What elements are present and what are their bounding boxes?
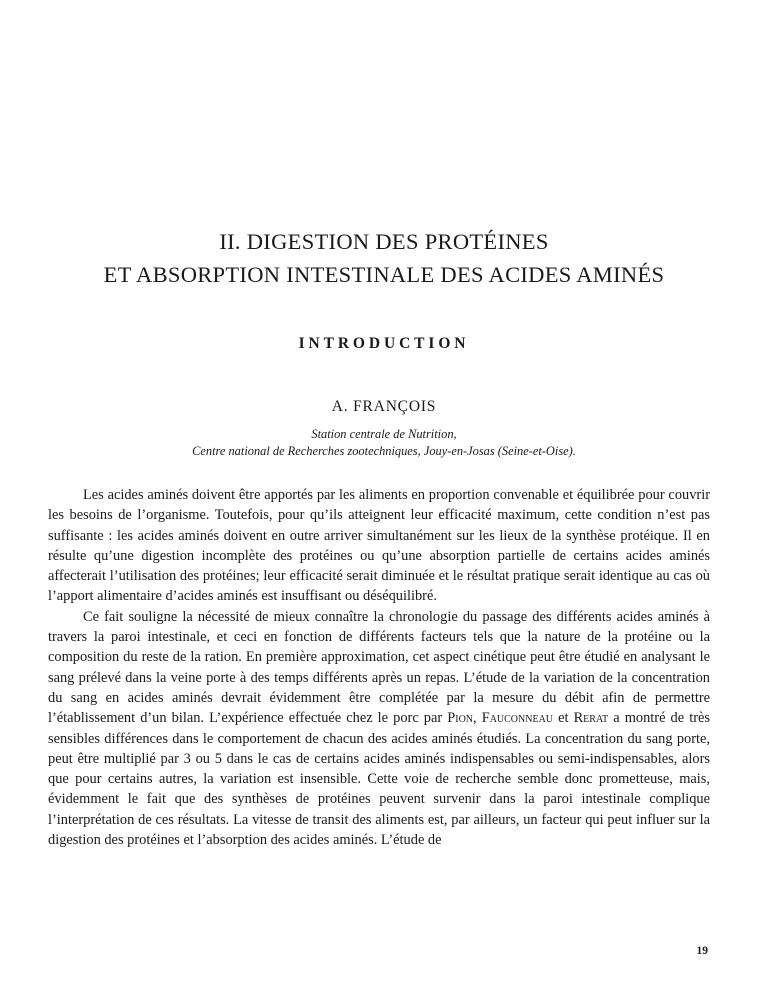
- title-line-1: II. DIGESTION DES PROTÉINES: [219, 229, 549, 254]
- section-heading: INTRODUCTION: [298, 335, 470, 352]
- title-line-2: ET ABSORPTION INTESTINALE DES ACIDES AMINÉS: [103, 262, 665, 287]
- body-text: [48, 485, 710, 850]
- author-name: A. FRANÇOIS: [331, 398, 437, 415]
- page-number: 19: [696, 945, 708, 957]
- cited-author-pion: Pion: [447, 710, 474, 727]
- paragraph-2-part-1: Ce fait souligne la nécessité de mieux connaître la chronologie du passage des différents acides aminés à travers la paroi intestinale, et ceci en fonction de différents facteurs tels que la nature de la protéine ou la composition du reste de la ration. En première approximation, cet aspect cinétique peut être étudié en analysant le sang prélevé dans la veine porte à des temps différents après un repas. L’étude de la variation de la concentration du sang en acides aminés devrait évidemment être complétée par la mesure du débit afin de permettre l’établissement d’un bilan. L’expérience effectuée chez le porc par: [48, 608, 710, 727]
- affiliation-line-2: Centre national de Recherches zootechniques, Jouy-en-Josas (Seine-et-Oise).: [192, 444, 576, 458]
- paragraph-1: Les acides aminés doivent être apportés par les aliments en proportion convenable et équilibrée pour couvrir les besoins de l’organisme. Toutefois, pour qu’ils atteignent leur efficacité maximum, cette condition n’est pas suffisante : les acides aminés doivent en outre arriver simultanément sur les lieux de la synthèse protéique. Il en résulte qu’une digestion incomplète des protéines ou qu’une absorption partielle de certains acides aminés affecterait l’utilisation des protéines; leur efficacité serait diminuée et le résultat pratique serait identique au cas où l’apport alimentaire d’acides aminés est insuffisant ou déséquilibré.: [48, 487, 710, 605]
- cited-author-fauconneau: Fauconneau: [481, 710, 554, 727]
- affiliation-line-1: Station centrale de Nutrition,: [311, 427, 457, 441]
- author-separator-2: et: [553, 710, 574, 727]
- cited-author-rerat: Rerat: [573, 710, 609, 727]
- author-separator-1: ,: [473, 710, 482, 727]
- paragraph-2: [48, 607, 710, 851]
- paragraph-2-part-2: a montré de très sensibles différences dans le comportement de chacun des acides aminés étudiés. La concentration du sang porte, peut être multiplié par 3 ou 5 dans le cas de certains acides aminés indispensables ou semi-indispensables, alors que pour certains autres, la variation est insensible. Cette voie de recherche semble donc prometteuse, mais, évidemment le fait que des synthèses de protéines peuvent survenir dans la paroi intestinale complique l’interprétation de ces résultats. La vitesse de transit des aliments est, par ailleurs, un facteur qui peut influer sur la digestion des protéines et l’absorption des acides aminés. L’étude de: [48, 710, 710, 849]
